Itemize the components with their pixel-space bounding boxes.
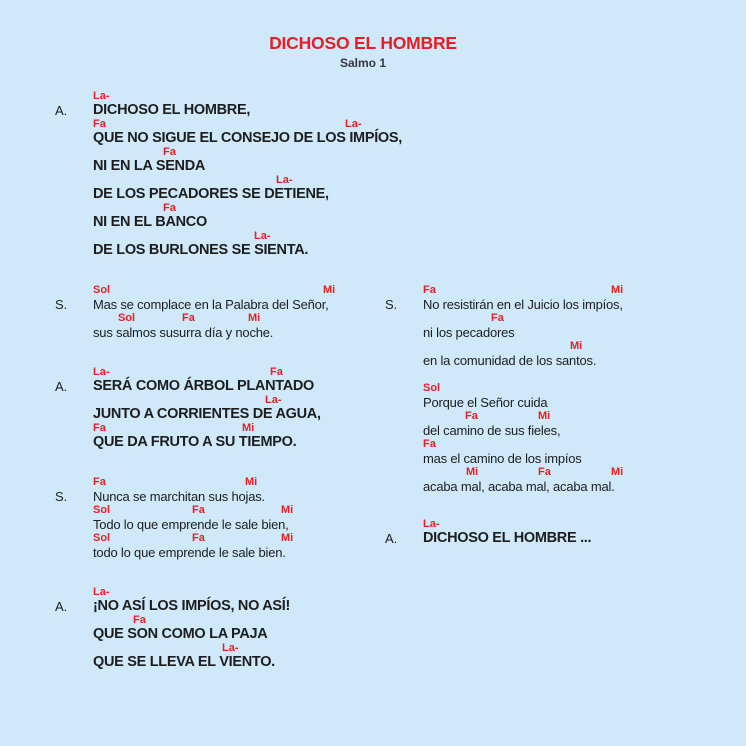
chord-label: Fa	[163, 202, 176, 214]
lyric-line	[423, 410, 740, 438]
chord-row	[423, 466, 740, 479]
chord-label: La-	[345, 118, 362, 130]
lyric-text: ¡NO ASÍ LOS IMPÍOS, NO ASÍ!	[93, 598, 291, 614]
lyric-text: Mas se complace en la Palabra del Señor,	[93, 297, 329, 312]
lyric-text: del camino de sus fieles,	[423, 423, 561, 438]
lyric-line	[423, 466, 740, 494]
lyric-line	[423, 382, 740, 410]
chord-row	[423, 410, 740, 423]
chord-label: Mi	[245, 476, 258, 488]
lyric-text: acaba mal, acaba mal, acaba mal.	[423, 479, 615, 494]
chord-row	[93, 366, 405, 379]
stanza-marker: S.	[385, 297, 398, 312]
chord-row	[93, 284, 405, 297]
chord-label: Mi	[242, 422, 255, 434]
chord-label: Fa	[270, 366, 283, 378]
lyric-line	[93, 586, 405, 614]
stanza	[55, 284, 405, 340]
chord-row	[93, 532, 405, 545]
chord-label: Sol	[423, 382, 441, 394]
lyric-line	[423, 284, 740, 312]
lyric-line	[93, 90, 405, 118]
lyric-text: Nunca se marchitan sus hojas.	[93, 489, 265, 504]
lyric-text: DE LOS BURLONES SE SIENTA.	[93, 242, 309, 258]
chord-row	[93, 504, 405, 517]
lyric-line	[93, 230, 405, 258]
stanza	[385, 284, 740, 368]
lyric-text: DE LOS PECADORES SE DETIENE,	[93, 186, 329, 202]
lyric-line	[93, 504, 405, 532]
chord-label: Sol	[93, 504, 111, 516]
chord-label: La-	[93, 366, 110, 378]
chord-label: Mi	[248, 312, 261, 324]
chord-row	[423, 312, 740, 325]
lyric-line	[423, 312, 740, 340]
lyric-text: mas el camino de los impíos	[423, 451, 582, 466]
lyric-text: NI EN EL BANCO	[93, 214, 207, 230]
lyric-line	[93, 312, 405, 340]
chord-row	[93, 146, 405, 159]
lyric-text: DICHOSO EL HOMBRE ...	[423, 530, 592, 546]
lyric-text: No resistirán en el Juicio los impíos,	[423, 297, 623, 312]
stanza-marker: A.	[55, 379, 68, 394]
lyric-text: NI EN LA SENDA	[93, 158, 206, 174]
song-title: DICHOSO EL HOMBRE	[269, 33, 457, 53]
chord-label: La-	[93, 586, 110, 598]
lyric-line	[93, 614, 405, 642]
lyric-text: QUE NO SIGUE EL CONSEJO DE LOS IMPÍOS,	[93, 130, 403, 146]
chord-label: Fa	[133, 614, 146, 626]
chord-row	[93, 312, 405, 325]
chord-label: Fa	[163, 146, 176, 158]
chord-label: La-	[254, 230, 271, 242]
chord-label: Fa	[491, 312, 504, 324]
left-column	[55, 90, 405, 696]
chord-label: Fa	[93, 118, 106, 130]
lyric-text: QUE DA FRUTO A SU TIEMPO.	[93, 434, 297, 450]
lyric-line	[93, 118, 405, 146]
lyric-line	[423, 438, 740, 466]
chord-label: La-	[93, 90, 110, 102]
lyric-text: JUNTO A CORRIENTES DE AGUA,	[93, 406, 321, 422]
lyric-text: SERÁ COMO ÁRBOL PLANTADO	[93, 378, 315, 394]
chord-label: Fa	[182, 312, 195, 324]
lyric-line	[93, 394, 405, 422]
lyric-line	[93, 146, 405, 174]
stanza	[55, 90, 405, 258]
lyric-line	[423, 518, 740, 546]
stanza-marker: S.	[55, 297, 68, 312]
right-column	[385, 284, 740, 570]
song-subtitle: Salmo 1	[339, 56, 387, 70]
chord-row	[93, 476, 405, 489]
chord-row	[93, 642, 405, 655]
chord-label: Fa	[192, 504, 205, 516]
chord-label: La-	[276, 174, 293, 186]
lyric-line	[423, 340, 740, 368]
chord-label: La-	[222, 642, 239, 654]
lyric-text: en la comunidad de los santos.	[423, 353, 597, 368]
chord-label: Mi	[538, 410, 551, 422]
lyric-line	[93, 532, 405, 560]
chord-label: Mi	[570, 340, 583, 352]
chord-row	[93, 90, 405, 103]
chord-row	[93, 614, 405, 627]
chord-label: Fa	[465, 410, 478, 422]
stanza	[55, 476, 405, 560]
chord-row	[93, 174, 405, 187]
chord-label: Fa	[538, 466, 551, 478]
lyric-text: todo lo que emprende le sale bien.	[93, 545, 286, 560]
chord-label: Sol	[118, 312, 136, 324]
lyric-text: DICHOSO EL HOMBRE,	[93, 102, 251, 118]
stanza-marker: A.	[55, 599, 68, 614]
lyric-line	[93, 202, 405, 230]
stanza	[385, 382, 740, 494]
chord-row	[423, 518, 740, 531]
stanza	[385, 518, 740, 546]
chord-row	[423, 284, 740, 297]
chord-label: Fa	[423, 438, 436, 450]
lyric-line	[93, 422, 405, 450]
lyric-line	[93, 284, 405, 312]
chord-label: Fa	[423, 284, 436, 296]
chord-label: Fa	[93, 476, 106, 488]
chord-row	[93, 586, 405, 599]
chord-label: Fa	[93, 422, 106, 434]
lyric-text: sus salmos susurra día y noche.	[93, 325, 274, 340]
chord-row	[93, 394, 405, 407]
lyric-line	[93, 174, 405, 202]
lyric-line	[93, 642, 405, 670]
chord-label: Mi	[281, 504, 294, 516]
lyric-text: QUE SE LLEVA EL VIENTO.	[93, 654, 275, 670]
lyric-text: Todo lo que emprende le sale bien,	[93, 517, 289, 532]
chord-row	[423, 438, 740, 451]
chord-row	[93, 118, 405, 131]
chord-label: Mi	[323, 284, 336, 296]
stanza	[55, 366, 405, 450]
stanza-marker: S.	[55, 489, 68, 504]
lyric-text: ni los pecadores	[423, 325, 515, 340]
chord-label: Mi	[466, 466, 479, 478]
chord-row	[93, 230, 405, 243]
chord-row	[93, 422, 405, 435]
chord-label: Mi	[611, 284, 624, 296]
chord-label: Mi	[611, 466, 624, 478]
chord-label: La-	[423, 518, 440, 530]
chord-label: Sol	[93, 284, 111, 296]
chord-row	[423, 382, 740, 395]
chord-label: Fa	[192, 532, 205, 544]
chord-row	[423, 340, 740, 353]
chord-row	[93, 202, 405, 215]
chord-label: Sol	[93, 532, 111, 544]
chord-label: Mi	[281, 532, 294, 544]
lyric-line	[93, 366, 405, 394]
stanza-marker: A.	[55, 103, 68, 118]
lyric-text: QUE SON COMO LA PAJA	[93, 626, 268, 642]
lyric-text: Porque el Señor cuida	[423, 395, 548, 410]
chord-label: La-	[265, 394, 282, 406]
stanza	[55, 586, 405, 670]
lyric-line	[93, 476, 405, 504]
stanza-marker: A.	[385, 531, 398, 546]
